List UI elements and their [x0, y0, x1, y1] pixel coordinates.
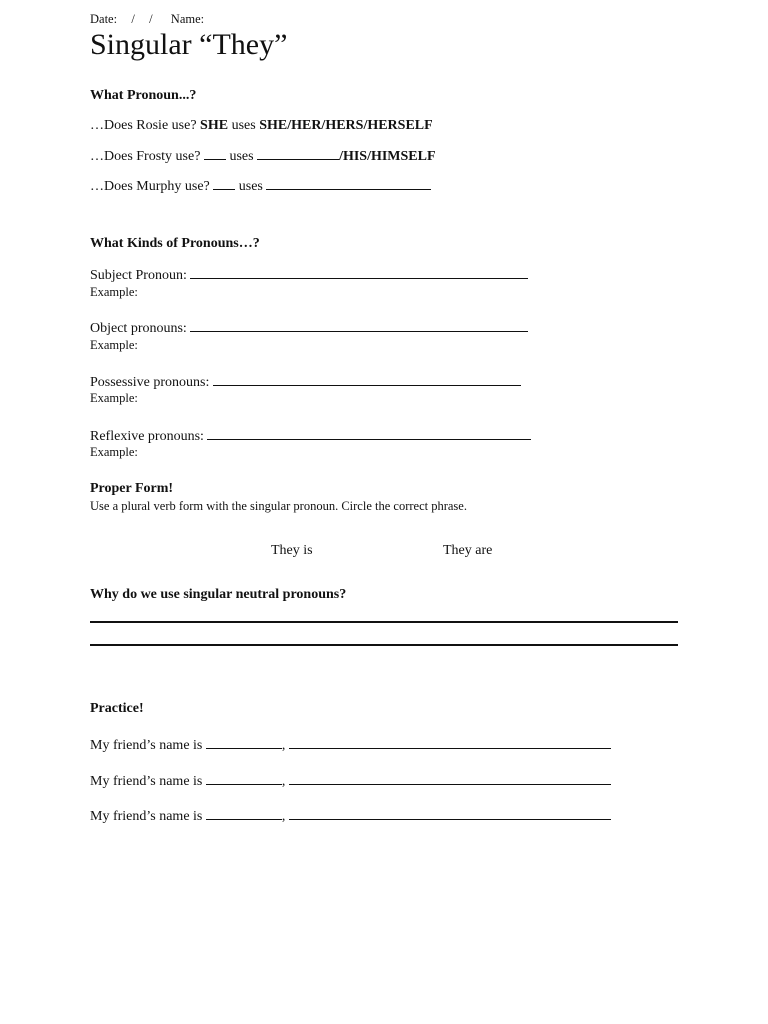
option-they-is[interactable]: They is — [271, 543, 313, 558]
example-label: Example: — [90, 338, 138, 352]
sentence-blank[interactable] — [289, 807, 611, 820]
date-line — [90, 12, 204, 27]
section-heading-pronoun-kinds: What Kinds of Pronouns…? — [90, 236, 260, 251]
answer-blank[interactable] — [204, 147, 226, 160]
question-murphy — [90, 177, 431, 195]
field-label: Reflexive pronouns: — [90, 429, 204, 444]
object-pronoun-line — [90, 319, 528, 337]
field-label: Possessive pronouns: — [90, 375, 210, 390]
name-label: Name: — [170, 12, 205, 26]
field-label: Subject Pronoun: — [90, 268, 187, 283]
pronoun-forms: SHE/HER/HERS/HERSELF — [259, 118, 433, 133]
practice-line — [90, 772, 611, 790]
example-label: Example: — [90, 445, 138, 459]
practice-text: My friend’s name is — [90, 738, 203, 753]
field-label: Object pronouns: — [90, 321, 187, 336]
section-heading-why: Why do we use singular neutral pronouns? — [90, 587, 347, 602]
question-text: …Does Frosty use? — [90, 149, 201, 164]
sentence-blank[interactable] — [289, 736, 611, 749]
example-label: Example: — [90, 391, 138, 405]
answer-blank[interactable] — [257, 147, 339, 160]
answer-rule[interactable] — [90, 644, 678, 646]
date-label: Date: — [90, 12, 118, 26]
practice-line — [90, 807, 611, 825]
practice-text: My friend’s name is — [90, 809, 203, 824]
section-heading-what-pronoun: What Pronoun...? — [90, 88, 197, 103]
instruction-text: Use a plural verb form with the singular pronoun. Circle the correct phrase. — [90, 499, 467, 513]
practice-text: My friend’s name is — [90, 774, 203, 789]
example-label: Example: — [90, 285, 138, 299]
answer-blank[interactable] — [213, 373, 521, 386]
comma-text: , — [281, 774, 286, 789]
page-title: Singular “They” — [90, 28, 288, 61]
answer-blank[interactable] — [213, 177, 235, 190]
date-separator: / — [149, 12, 153, 26]
subject-pronoun-line — [90, 266, 528, 284]
practice-line — [90, 736, 611, 754]
answer-rule[interactable] — [90, 621, 678, 623]
section-heading-practice: Practice! — [90, 701, 144, 716]
comma-text: , — [281, 809, 286, 824]
connector-text: uses — [231, 118, 256, 133]
question-text: …Does Rosie use? — [90, 118, 197, 133]
option-they-are[interactable]: They are — [443, 543, 493, 558]
reflexive-pronoun-line — [90, 427, 531, 445]
connector-text: uses — [229, 149, 254, 164]
question-frosty — [90, 147, 436, 165]
answer-blank[interactable] — [190, 266, 528, 279]
name-blank[interactable] — [206, 772, 282, 785]
comma-text: , — [281, 738, 286, 753]
answer-text: SHE — [200, 118, 229, 133]
question-rosie — [90, 118, 433, 134]
connector-text: uses — [238, 179, 263, 194]
section-heading-proper-form: Proper Form! — [90, 481, 174, 496]
name-blank[interactable] — [206, 807, 282, 820]
answer-blank[interactable] — [207, 427, 531, 440]
pronoun-forms: /HIS/HIMSELF — [339, 149, 436, 164]
possessive-pronoun-line — [90, 373, 521, 391]
sentence-blank[interactable] — [289, 772, 611, 785]
answer-blank[interactable] — [190, 319, 528, 332]
answer-blank[interactable] — [266, 177, 431, 190]
name-blank[interactable] — [206, 736, 282, 749]
date-separator: / — [131, 12, 135, 26]
question-text: …Does Murphy use? — [90, 179, 210, 194]
